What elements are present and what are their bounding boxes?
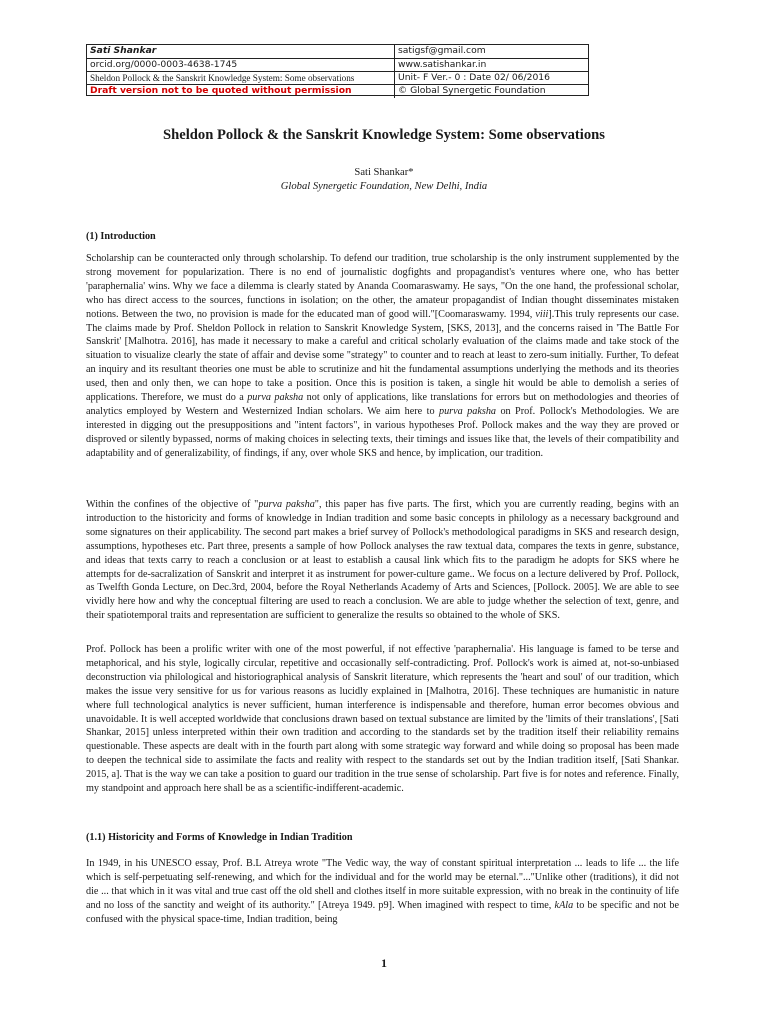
text-run: to be specific and not be confused with the physical space-time, Indian tradition, being [86,899,679,925]
copyright: © Global Synergetic Foundation [398,85,546,96]
page-number: 1 [381,956,387,970]
text-run: purva paksha [258,499,315,510]
header-table [86,44,589,96]
author-line: Sati Shankar* [354,167,414,178]
short-title: Sheldon Pollock & the Sanskrit Knowledge System: Some observations [87,72,395,85]
text-run: In 1949, in his UNESCO essay, Prof. B.L Atreya wrote "The Vedic way, the way of constant spiritual interpretation ... leads to life ... the life which is self-perpetuating self-renewing, and which for the individual and for the world may be eternal."..."Unlike other (traditions), it did not die ... that which in it was vital and true cast off the old shell and clothes itself in more suitable expression, with no break in the continuity of life and no loss of the sanctity and weight of its authority." [Atreya 1949. p9]. When imagined with respect to time, [86,858,679,911]
text-run: purva paksha [438,405,497,417]
header-row [87,84,588,97]
section-heading-historicity: (1.1) Historicity and Forms of Knowledge in Indian Tradition [86,832,353,843]
text-run: ].This truly represents our case. The claims made by Prof. Sheldon Pollock in relation to Sanskrit Knowledge System, [SKS, 2013], and the concerns raised in 'The Battle For Sanskrit' [Malhotra. 2016], has made it necessary to make a careful and critical scholarly evaluation of the claims made and take stock of the situation to visualize clearly the state of affair and devise some "strategy" to counter and to reach at least to zero-sum initially. Further, To defeat an inquiry and its resultant theories one must be able to scrutinize and hit the fundamental assumptions underlying the methods and its theories used, then and only then, we can hope to take a position. Once this is position is taken, a single hit would be able to demolish a series of applications. Therefore, we must do a [86,308,680,404]
header-row [87,58,588,71]
text-run: kAla [554,899,574,911]
text-run: purva paksha [247,392,304,404]
paragraph-1 [86,252,679,461]
email[interactable]: satigsf@gmail.com [398,45,486,56]
paragraph-2 [86,498,679,623]
orcid[interactable]: orcid.org/0000-0003-4638-1745 [87,59,395,72]
text-run: ", this paper has five parts. The first, which you are currently reading, begins with an introduction to the historicity and forms of knowledge in Indian tradition and some basic concepts in philology as a necessary background and some signatures on their applicability. The second part makes a brief survey of Pollock's methodological paradigms in SKS and research design, assumptions, hypotheses etc. Part three, presents a sample of how Pollock analyses the raw textual data, compares the texts in genre, substance, and ideas that texts carry to reach a conclusion or at least to establish a causal link which fits to the paradigm he adopts for SKS where he attempts for de-sacralization of Sanskrit and interpret it as instrument for power-culture game.. We focus on a lecture delivered by Prof. Pollock, as Twelfth Gonda Lecture, on Dec.3rd, 2004, before the Royal Netherlands Academy of Arts and Sciences, [Pollock. 2005]. We are able to see vividly here how and why the conceptual filtering are used to reach a conclusion. We are able to judge whether the selection of text, genre, and their spatiotemporal traits and representation are sufficient to generalize the results so obtained to the whole of SKS. [86,499,680,622]
text-run: viii [535,308,549,320]
paragraph-4 [86,857,679,927]
draft-notice: Draft version not to be quoted without permission [87,85,395,98]
header-row [87,45,588,58]
header-row [87,71,588,84]
text-run: Within the confines of the objective of " [86,499,259,510]
affiliation: Global Synergetic Foundation, New Delhi, India [280,181,488,192]
paper-title: Sheldon Pollock & the Sanskrit Knowledge System: Some observations [163,127,605,143]
unit-version: Unit- F Ver.- 0 : Date 02/ 06/2016 [398,72,550,83]
paragraph-3: Prof. Pollock has been a prolific writer with one of the most powerful, if not effective 'paraphernalia'. His language is famed to be terse and metaphorical, and his style, logically circular, repetitive and occasionally self-contradicting. Prof. Pollock's work is aimed at, not-so-unbiased deconstruction via philological and historiographical analysis of Sanskrit literature, which represents the 'heart and soul' of our tradition, which makes the issue very sensitive for us for various reasons as lucidly explained in [Malhotra, 2016]. These techniques are humanistic in nature where full technological analytics is never sufficient, human interference is indispensable and therefore, human error becomes obvious and unavoidable. It is well accepted worldwide that conclusions drawn based on textual substance are limited by the 'limits of their translations', [Sati Shankar, 2015] unless interpreted within their own tradition and according to the standards set by the tradition itself their reliability remains questionable. These aspects are dealt with in the fourth part along with some strategic way forward and while doing so proposal has been made to deepen the technical side to assimilate the facts and reality with respect to the standards set out by the Indian tradition itself, [Sati Shankar. 2015, a]. That is the way we can take a position to guard our tradition in the true sense of scholarship. Part five is for notes and reference. Finally, my standpoint and approach here shall be as a scientific-indifferent-academic. [86,644,679,795]
author-name: Sati Shankar [87,45,395,58]
text-run: on Prof. Pollock's Methodologies. We are interested in digging out the presuppositions and "intent factors", in various hypotheses Prof. Pollock makes and the way they are proved or disproved or silently bypassed, norms of making choices in selecting texts, their timings and issues like that, the levels of their compatibility and adaptability and of generalizability, of findings, if any, over whole SKS and hence, by implication, our tradition. [86,405,679,459]
section-heading-introduction: (1) Introduction [86,231,156,242]
website[interactable]: www.satishankar.in [398,59,487,70]
text-run: Scholarship can be counteracted only through scholarship. To defend our tradition, true scholarship is the only instrument supplemented by the strong movement for popularization. There is no end of journalistic dogfights and propagandist's ventures where one, who has better 'paraphernalia' wins. Why we face a dilemma is clearly stated by Ananda Coomaraswamy. He says, "On the one hand, the professional scholar, who has direct access to the sources, functions in isolation; on the other, the amateur propagandist of Indian thought disseminates mistaken notions. Between the two, no provision is made for the educated man of good will."[Coomaraswamy. 1994, [86,253,679,320]
text-run: not only of applications, like translations for errors but on methodologies and theories of analytics employed by Western and Westernized Indian scholars. We aim here to [86,392,679,417]
